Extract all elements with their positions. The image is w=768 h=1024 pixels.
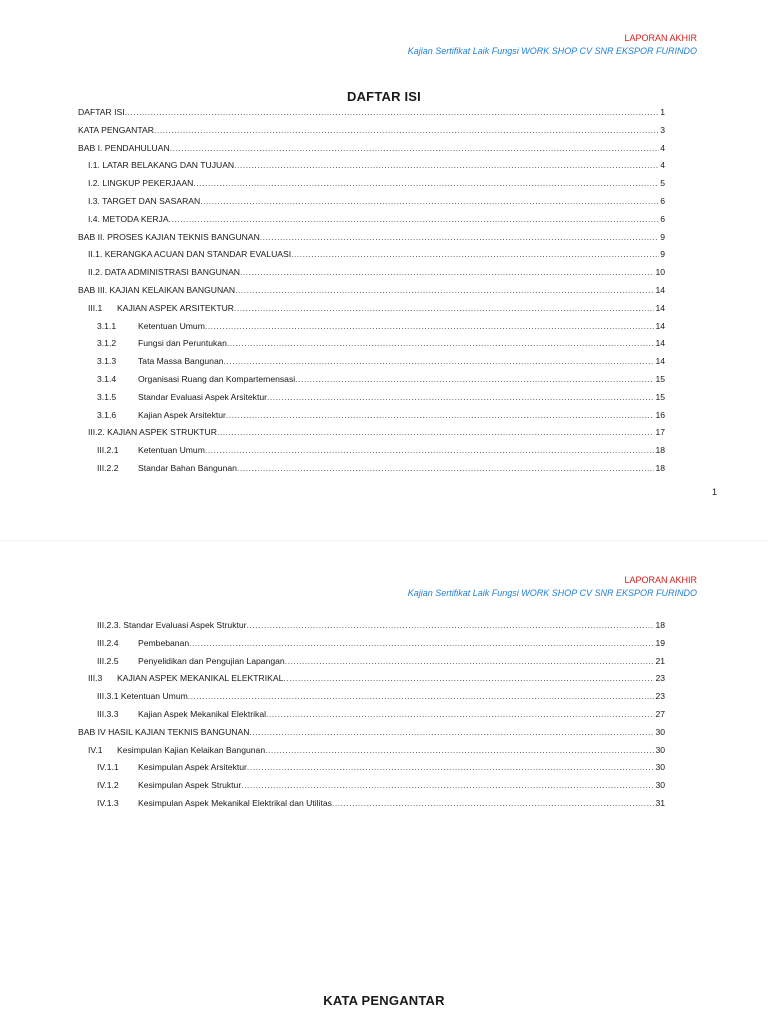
toc-entry-leader xyxy=(138,777,654,795)
toc-entry-label: Pembebanan xyxy=(138,637,190,648)
toc-entry[interactable] xyxy=(78,122,665,140)
toc-entry-label: Kesimpulan Aspek Arsitektur xyxy=(138,762,247,773)
toc-entry[interactable] xyxy=(78,635,665,653)
toc-entry-page: 21 xyxy=(655,655,665,666)
toc-entry-page: 4 xyxy=(660,142,665,153)
toc-entry-leader xyxy=(88,246,659,264)
toc-entry-page: 9 xyxy=(660,249,665,260)
toc-entry-label: I.1. LATAR BELAKANG DAN TUJUAN xyxy=(88,160,235,171)
toc-entry-label: Fungsi dan Peruntukan xyxy=(138,338,227,349)
toc-entry-leader xyxy=(78,140,659,158)
toc-entry-page: 10 xyxy=(655,267,665,278)
toc-entry-leader xyxy=(78,724,654,742)
toc-entry-label: II.1. KERANGKA ACUAN DAN STANDAR EVALUASI xyxy=(88,249,292,260)
toc-entry-number: III.2.5 xyxy=(97,655,119,666)
toc-entry-label: DAFTAR ISI xyxy=(78,107,125,117)
toc-entry-label: BAB I. PENDAHULUAN xyxy=(78,142,170,153)
page-title: DAFTAR ISI xyxy=(347,89,421,104)
toc-entry[interactable] xyxy=(78,407,665,425)
toc-entry-page: 18 xyxy=(655,445,665,456)
toc-entry[interactable] xyxy=(78,706,665,724)
toc-entry[interactable] xyxy=(78,759,665,777)
toc-entry-leader xyxy=(138,407,654,425)
toc-entry-leader xyxy=(78,282,654,300)
toc-entry-number: III.3.3 xyxy=(97,708,119,719)
toc-entry-page: 6 xyxy=(660,195,665,206)
toc-entry-leader xyxy=(138,442,654,460)
toc-entry[interactable] xyxy=(78,777,665,795)
toc-entry-label: Kesimpulan Kajian Kelaikan Bangunan xyxy=(117,744,266,755)
toc-entry-label: Ketentuan Umum xyxy=(138,445,205,456)
toc-entry-page: 15 xyxy=(655,373,665,384)
toc-entry-page: 16 xyxy=(655,409,665,420)
toc-entry-number: IV.1.2 xyxy=(97,780,119,791)
toc-entry[interactable] xyxy=(78,670,665,688)
toc-entry-leader xyxy=(138,371,654,389)
toc-entry-number: IV.1.1 xyxy=(97,762,119,773)
table-of-contents-continued xyxy=(78,617,665,813)
toc-entry-label: II.2. DATA ADMINISTRASI BANGUNAN xyxy=(88,267,241,278)
toc-entry-number: III.2.2 xyxy=(97,462,119,473)
toc-entry-page: 30 xyxy=(655,726,665,737)
toc-entry[interactable] xyxy=(78,688,665,706)
table-of-contents xyxy=(78,104,665,478)
toc-entry-number: 3.1.1 xyxy=(97,320,117,331)
toc-entry-number: III.1 xyxy=(88,302,103,313)
toc-entry-label: Standar Evaluasi Aspek Arsitektur xyxy=(138,391,267,402)
toc-entry-label: Kajian Aspek Mekanikal Elektrikal xyxy=(138,708,267,719)
toc-entry[interactable] xyxy=(78,617,665,635)
page-number: 1 xyxy=(711,487,717,497)
toc-entry-label: I.2. LINGKUP PEKERJAAN xyxy=(88,178,194,189)
toc-entry-label: Penyelidikan dan Pengujian Lapangan xyxy=(138,655,285,666)
toc-entry-page: 3 xyxy=(660,124,665,135)
toc-entry-number: 3.1.3 xyxy=(97,356,117,367)
toc-entry-page: 17 xyxy=(655,427,665,438)
toc-entry-label: KATA PENGANTAR xyxy=(78,124,154,135)
toc-entry-page: 30 xyxy=(655,744,665,755)
toc-entry[interactable] xyxy=(78,246,665,264)
toc-entry[interactable] xyxy=(78,175,665,193)
toc-entry-number: 3.1.5 xyxy=(97,391,117,402)
toc-entry[interactable] xyxy=(78,353,665,371)
toc-entry-leader xyxy=(117,670,654,688)
toc-entry-leader xyxy=(78,104,659,122)
toc-entry-page: 6 xyxy=(660,213,665,224)
toc-entry[interactable] xyxy=(78,193,665,211)
toc-entry-label: Tata Massa Bangunan xyxy=(138,356,224,367)
toc-entry-leader xyxy=(138,389,654,407)
toc-entry[interactable] xyxy=(78,318,665,336)
header-report-subtitle: Kajian Sertifikat Laik Fungsi WORK SHOP CV SNR EKSPOR FURINDO xyxy=(407,46,697,56)
toc-entry-page: 30 xyxy=(655,762,665,773)
toc-entry-leader xyxy=(138,318,654,336)
toc-entry-leader xyxy=(117,300,654,318)
toc-entry[interactable] xyxy=(78,653,665,671)
toc-entry-page: 14 xyxy=(655,284,665,295)
toc-entry-leader xyxy=(88,193,659,211)
toc-entry-label: III.3.1 Ketentuan Umum xyxy=(97,691,188,702)
toc-entry[interactable] xyxy=(78,140,665,158)
toc-entry-label: Standar Bahan Bangunan xyxy=(138,462,237,473)
toc-entry-leader xyxy=(138,706,654,724)
toc-entry[interactable] xyxy=(78,742,665,760)
toc-entry-page: 14 xyxy=(655,320,665,331)
toc-entry-number: 3.1.4 xyxy=(97,373,117,384)
toc-entry-page: 23 xyxy=(655,673,665,684)
toc-entry-number: III.2.1 xyxy=(97,445,119,456)
header-report-label: LAPORAN AKHIR xyxy=(624,33,697,43)
toc-entry[interactable] xyxy=(78,795,665,813)
toc-entry-leader xyxy=(117,742,654,760)
toc-entry-leader xyxy=(88,157,659,175)
toc-entry-page: 18 xyxy=(655,620,665,630)
toc-entry-number: 3.1.6 xyxy=(97,409,117,420)
toc-entry-label: BAB II. PROSES KAJIAN TEKNIS BANGUNAN xyxy=(78,231,260,242)
toc-entry-label: I.3. TARGET DAN SASARAN xyxy=(88,195,201,206)
toc-entry-leader xyxy=(138,635,654,653)
toc-entry-label: Kesimpulan Aspek Struktur xyxy=(138,780,242,791)
page-header xyxy=(408,574,697,600)
toc-entry[interactable] xyxy=(78,264,665,282)
toc-entry-number: 3.1.2 xyxy=(97,338,117,349)
toc-entry-leader xyxy=(88,264,654,282)
toc-entry-label: KAJIAN ASPEK ARSITEKTUR xyxy=(117,302,235,313)
toc-entry-leader xyxy=(88,424,654,442)
toc-entry[interactable] xyxy=(78,300,665,318)
toc-entry-label: III.2. KAJIAN ASPEK STRUKTUR xyxy=(88,427,217,438)
page-header xyxy=(408,32,697,58)
toc-entry-number: III.3 xyxy=(88,673,103,684)
toc-entry-label: Organisasi Ruang dan Kompartemensasi xyxy=(138,373,296,384)
toc-entry[interactable] xyxy=(78,157,665,175)
toc-entry[interactable] xyxy=(78,282,665,300)
toc-entry-page: 15 xyxy=(655,391,665,402)
toc-entry-page: 1 xyxy=(660,107,665,117)
document-page-2 xyxy=(0,540,768,1024)
toc-entry[interactable] xyxy=(78,460,665,478)
toc-entry-page: 27 xyxy=(655,708,665,719)
toc-entry-leader xyxy=(138,653,654,671)
toc-entry-leader xyxy=(78,229,659,247)
toc-entry[interactable] xyxy=(78,229,665,247)
next-section-title: KATA PENGANTAR xyxy=(323,993,445,1008)
toc-entry-leader xyxy=(97,688,654,706)
toc-entry[interactable] xyxy=(78,335,665,353)
toc-entry-page: 18 xyxy=(655,462,665,473)
toc-entry[interactable] xyxy=(78,211,665,229)
toc-entry-label: Kajian Aspek Arsitektur xyxy=(138,409,226,420)
toc-entry-page: 31 xyxy=(655,797,665,808)
toc-entry-page: 14 xyxy=(655,338,665,349)
toc-entry-label: I.4. METODA KERJA xyxy=(88,213,169,224)
toc-entry-leader xyxy=(88,211,659,229)
toc-entry[interactable] xyxy=(78,724,665,742)
toc-entry-label: III.2.3. Standar Evaluasi Aspek Struktur xyxy=(97,620,247,630)
toc-entry[interactable] xyxy=(78,424,665,442)
toc-entry-leader xyxy=(138,795,654,813)
toc-entry-leader xyxy=(138,759,654,777)
toc-entry-page: 19 xyxy=(655,637,665,648)
toc-entry-page: 4 xyxy=(660,160,665,171)
toc-entry[interactable] xyxy=(78,442,665,460)
toc-entry-leader xyxy=(138,460,654,478)
toc-entry-label: KAJIAN ASPEK MEKANIKAL ELEKTRIKAL xyxy=(117,673,284,684)
header-report-label: LAPORAN AKHIR xyxy=(624,575,697,585)
toc-entry-number: III.2.4 xyxy=(97,637,119,648)
toc-entry-leader xyxy=(138,335,654,353)
toc-entry-leader xyxy=(138,353,654,371)
toc-entry-label: Ketentuan Umum xyxy=(138,320,205,331)
toc-entry-label: BAB IV HASIL KAJIAN TEKNIS BANGUNAN xyxy=(78,726,250,737)
toc-entry-page: 30 xyxy=(655,780,665,791)
toc-entry-leader xyxy=(88,175,659,193)
toc-entry-page: 5 xyxy=(660,178,665,189)
toc-entry-page: 23 xyxy=(655,691,665,702)
toc-entry-page: 9 xyxy=(660,231,665,242)
toc-entry[interactable] xyxy=(78,104,665,122)
header-report-subtitle: Kajian Sertifikat Laik Fungsi WORK SHOP CV SNR EKSPOR FURINDO xyxy=(407,588,697,598)
toc-entry[interactable] xyxy=(78,389,665,407)
toc-entry-page: 14 xyxy=(655,356,665,367)
toc-entry-page: 14 xyxy=(655,302,665,313)
toc-entry-number: IV.1.3 xyxy=(97,797,119,808)
toc-entry-leader xyxy=(97,617,654,635)
toc-entry-leader xyxy=(78,122,659,140)
toc-entry[interactable] xyxy=(78,371,665,389)
toc-entry-label: Kesimpulan Aspek Mekanikal Elektrikal dan Utilitas xyxy=(138,797,332,808)
toc-entry-number: IV.1 xyxy=(88,744,103,755)
toc-entry-label: BAB III. KAJIAN KELAIKAN BANGUNAN xyxy=(78,284,236,295)
